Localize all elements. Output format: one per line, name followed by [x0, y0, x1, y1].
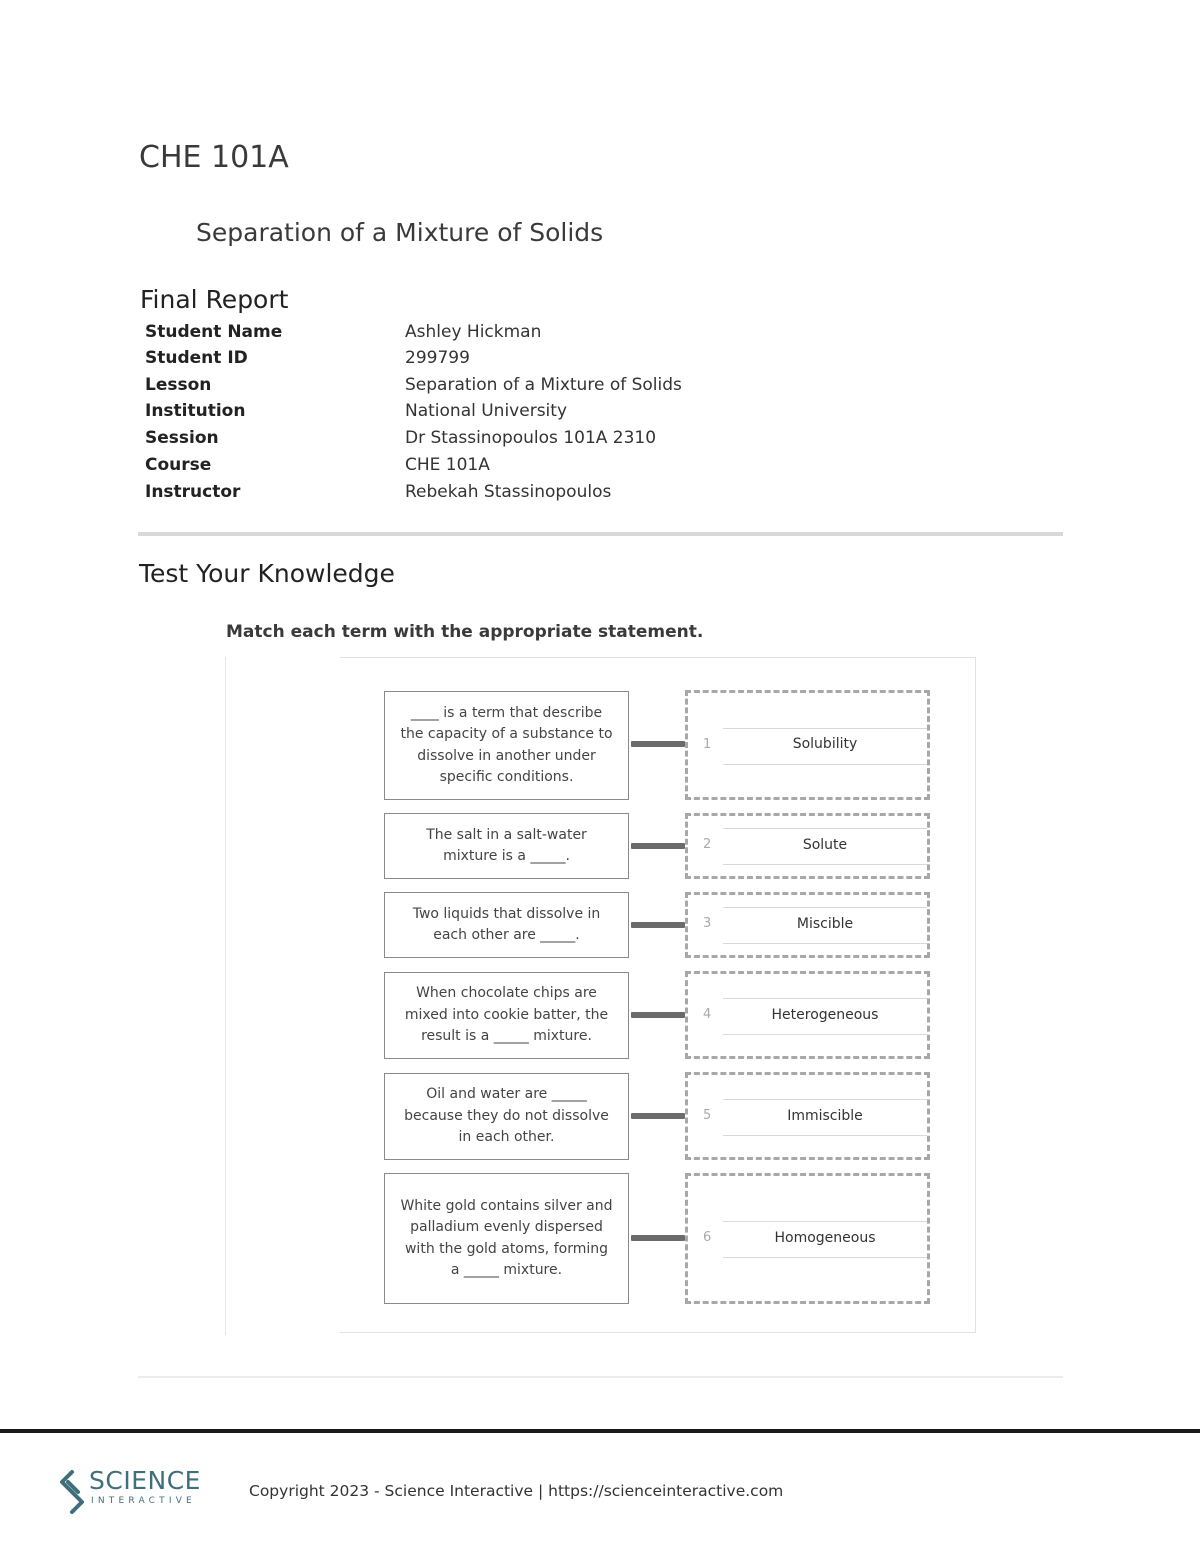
- info-value: Dr Stassinopoulos 101A 2310: [405, 428, 657, 448]
- logo-wordmark: SCIENCE: [89, 1466, 201, 1495]
- statement-text: The salt in a salt-water mixture is a _____.: [426, 826, 587, 864]
- statement-card: [384, 1173, 629, 1304]
- info-label: Instructor: [145, 482, 241, 502]
- statement-text: Two liquids that dissolve in each other are _____.: [412, 905, 601, 943]
- term-label[interactable]: Heterogeneous: [771, 1007, 879, 1023]
- info-value: Separation of a Mixture of Solids: [405, 375, 682, 395]
- section-divider: [138, 1376, 1063, 1378]
- term-label[interactable]: Miscible: [796, 916, 854, 932]
- slot-line: [723, 828, 927, 829]
- science-interactive-logo: [58, 1466, 208, 1514]
- statement-card: [384, 691, 629, 800]
- term-drop-slot[interactable]: [685, 971, 930, 1059]
- match-connector: [631, 741, 685, 747]
- slot-number: 1: [703, 737, 712, 752]
- logo-subtitle: INTERACTIVE: [91, 1496, 196, 1506]
- slot-line: [723, 764, 927, 765]
- course-title: CHE 101A: [139, 140, 289, 175]
- info-value: National University: [405, 401, 567, 421]
- info-label: Student ID: [145, 348, 248, 368]
- footer-rule: [0, 1429, 1200, 1433]
- term-drop-slot[interactable]: [685, 1173, 930, 1304]
- report-heading: Final Report: [140, 285, 289, 314]
- info-label: Lesson: [145, 375, 212, 395]
- info-label: Institution: [145, 401, 246, 421]
- statement-text: When chocolate chips are mixed into cookie batter, the result is a _____ mixture.: [404, 985, 609, 1045]
- info-value: 299799: [405, 348, 470, 368]
- lesson-title: Separation of a Mixture of Solids: [196, 218, 604, 247]
- match-connector: [631, 922, 685, 928]
- term-label[interactable]: Solute: [802, 837, 848, 853]
- info-value: Rebekah Stassinopoulos: [405, 482, 612, 502]
- term-drop-slot[interactable]: [685, 690, 930, 800]
- statement-card: [384, 892, 629, 958]
- section-divider: [138, 532, 1063, 536]
- slot-number: 3: [703, 916, 712, 931]
- instruction-text: Match each term with the appropriate statement.: [226, 622, 704, 642]
- match-connector: [631, 843, 685, 849]
- term-label[interactable]: Solubility: [792, 736, 858, 752]
- slot-line: [723, 1221, 927, 1222]
- slot-line: [723, 1034, 927, 1035]
- match-connector: [631, 1235, 685, 1241]
- slot-number: 6: [703, 1230, 712, 1245]
- panel-left-margin: [225, 657, 340, 1335]
- statement-card: [384, 813, 629, 879]
- info-label: Course: [145, 455, 212, 475]
- slot-line: [723, 998, 927, 999]
- term-label[interactable]: Immiscible: [787, 1108, 863, 1124]
- slot-line: [723, 907, 927, 908]
- statement-text: White gold contains silver and palladium evenly dispersed with the gold atoms, forming a _____ mixture.: [400, 1197, 613, 1278]
- slot-number: 2: [703, 837, 712, 852]
- slot-line: [723, 1099, 927, 1100]
- section-heading: Test Your Knowledge: [139, 559, 395, 588]
- info-label: Student Name: [145, 322, 283, 342]
- term-drop-slot[interactable]: [685, 1072, 930, 1160]
- slot-line: [723, 728, 927, 729]
- slot-line: [723, 1257, 927, 1258]
- slot-line: [723, 864, 927, 865]
- statement-card: [384, 972, 629, 1059]
- term-drop-slot[interactable]: [685, 813, 930, 879]
- slot-line: [723, 943, 927, 944]
- match-connector: [631, 1012, 685, 1018]
- slot-number: 4: [703, 1007, 712, 1022]
- slot-number: 5: [703, 1108, 712, 1123]
- slot-line: [723, 1135, 927, 1136]
- match-connector: [631, 1113, 685, 1119]
- info-value: Ashley Hickman: [405, 322, 542, 342]
- copyright-text: Copyright 2023 - Science Interactive | https://scienceinteractive.com: [249, 1482, 784, 1500]
- term-label[interactable]: Homogeneous: [774, 1230, 876, 1246]
- term-drop-slot[interactable]: [685, 892, 930, 958]
- statement-text: ____ is a term that describe the capacity of a substance to dissolve in another under specific conditions.: [400, 704, 613, 785]
- statement-card: [384, 1073, 629, 1160]
- info-value: CHE 101A: [405, 455, 490, 475]
- statement-text: Oil and water are _____ because they do not dissolve in each other.: [404, 1086, 609, 1146]
- info-label: Session: [145, 428, 219, 448]
